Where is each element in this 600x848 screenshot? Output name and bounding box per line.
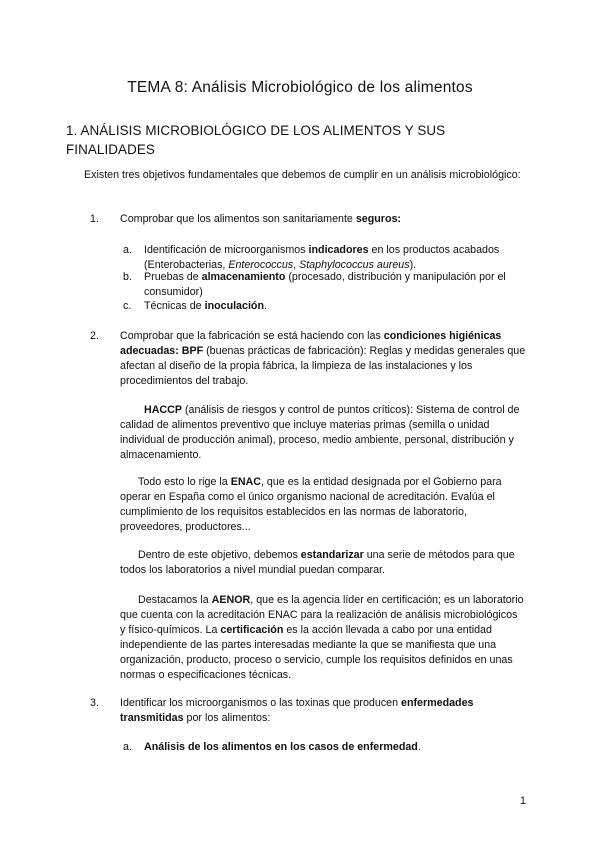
objective-3a-text: [144, 740, 528, 755]
haccp-t1: (análisis de riesgos y control de puntos críticos): Sistema de control de calidad de alimentos preventivo que incluye materias primas (semilla o unidad individual de producción animal), proceso, medio ambiente, personal, distribución y almacenamiento.: [120, 404, 520, 461]
page-number: 1: [520, 795, 526, 807]
objective-1c-text: [144, 299, 528, 314]
objective-1-bold: seguros:: [355, 213, 401, 225]
aenor-t2: , que es la agencia líder en certificación; es un laboratorio que cuenta con la acreditación ENAC para la realización de análisis microbiológicos y físico-químicos. La: [120, 594, 524, 636]
objective-2-text-before: Comprobar que la fabricación se está haciendo con las: [120, 330, 384, 342]
haccp-b1: HACCP: [144, 404, 183, 416]
objective-3-number: 3.: [90, 697, 99, 709]
objective-3-bold: enfermedades transmitidas: [120, 697, 474, 724]
objective-1b-text: [144, 270, 528, 300]
objective-1a-t2: en los productos acabados (Enterobacterias,: [144, 244, 500, 271]
objective-1a-t4: ).: [409, 259, 417, 271]
objective-1c-b1: inoculación: [204, 300, 264, 312]
objective-1b-b1: almacenamiento: [201, 271, 286, 283]
objective-1b-t2: (procesado, distribución y manipulación por el consumidor): [144, 271, 506, 298]
objective-3-text-after: por los alimentos:: [183, 712, 271, 724]
haccp-paragraph: [120, 403, 524, 463]
objective-3-text: [120, 696, 528, 726]
objective-3a-b1: Análisis de los alimentos en los casos de enfermedad: [144, 741, 418, 753]
objective-1-text: [120, 212, 530, 227]
standardize-b1: estandarizar: [300, 549, 364, 561]
standardize-t1: Dentro de este objetivo, debemos: [138, 549, 301, 561]
aenor-t1: Destacamos la: [138, 594, 212, 606]
objective-1a-t3: ,: [293, 259, 300, 271]
objective-2-text: [120, 329, 532, 389]
objective-1a-b1: indicadores: [308, 244, 369, 256]
objective-2-text-after: (buenas prácticas de fabricación): Reglas y medidas generales que afectan al diseño de la propia fábrica, la limpieza de las instalaciones y los procedimientos del trabajo.: [120, 345, 526, 387]
objective-1b-t1: Pruebas de: [144, 271, 202, 283]
enac-paragraph: [120, 475, 524, 535]
objective-3-text-before: Identificar los microorganismos o las toxinas que producen: [120, 697, 401, 709]
objective-1a-t1: Identificación de microorganismos: [144, 244, 309, 256]
objective-1a-letter: a.: [123, 244, 132, 256]
objective-1-number: 1.: [90, 213, 99, 225]
objective-1-text-before: Comprobar que los alimentos son sanitariamente: [120, 213, 356, 225]
page-title: TEMA 8: Análisis Microbiológico de los alimentos: [127, 79, 473, 96]
enac-t1: Todo esto lo rige la: [138, 476, 231, 488]
aenor-b1: AENOR: [211, 594, 251, 606]
objective-1a-text: [144, 243, 528, 273]
aenor-t3: es la acción llevada a cabo por una entidad independiente de las partes interesadas mediante la que se manifiesta que una organización, producto, proceso o servicio, cumple los requisitos definidos en unas normas o especificaciones técnicas.: [120, 624, 513, 681]
aenor-b2: certificación: [220, 624, 284, 636]
objective-1a-i1: Enterococcus: [228, 259, 294, 271]
section-heading: 1. ANÁLISIS MICROBIOLÓGICO DE LOS ALIMENTOS Y SUS FINALIDADES: [66, 123, 446, 157]
objective-2-number: 2.: [90, 330, 99, 342]
objective-3a-letter: a.: [123, 741, 132, 753]
objective-1c-letter: c.: [123, 300, 132, 312]
intro-paragraph: Existen tres objetivos fundamentales que debemos de cumplir en un análisis microbiológico:: [84, 169, 521, 181]
standardize-t2: una serie de métodos para que todos los laboratorios a nivel mundial puedan comparar.: [120, 549, 515, 576]
objective-1b-letter: b.: [123, 271, 132, 283]
standardize-paragraph: [120, 548, 524, 578]
objective-3a-t1: .: [417, 741, 421, 753]
objective-1a-i2: Staphylococcus aureus: [299, 259, 410, 271]
enac-b1: ENAC: [230, 476, 261, 488]
objective-1c-t1: Técnicas de: [144, 300, 205, 312]
aenor-paragraph: [120, 593, 524, 683]
enac-t2: , que es la entidad designada por el Gobierno para operar en España como el único organismo nacional de acreditación. Evalúa el cumplimiento de los requisitos establecidos en las normas de laboratorio, proveedores, productores...: [120, 476, 502, 533]
objective-2-bold: condiciones higiénicas adecuadas: BPF: [120, 330, 502, 357]
objective-1c-t2: .: [263, 300, 267, 312]
